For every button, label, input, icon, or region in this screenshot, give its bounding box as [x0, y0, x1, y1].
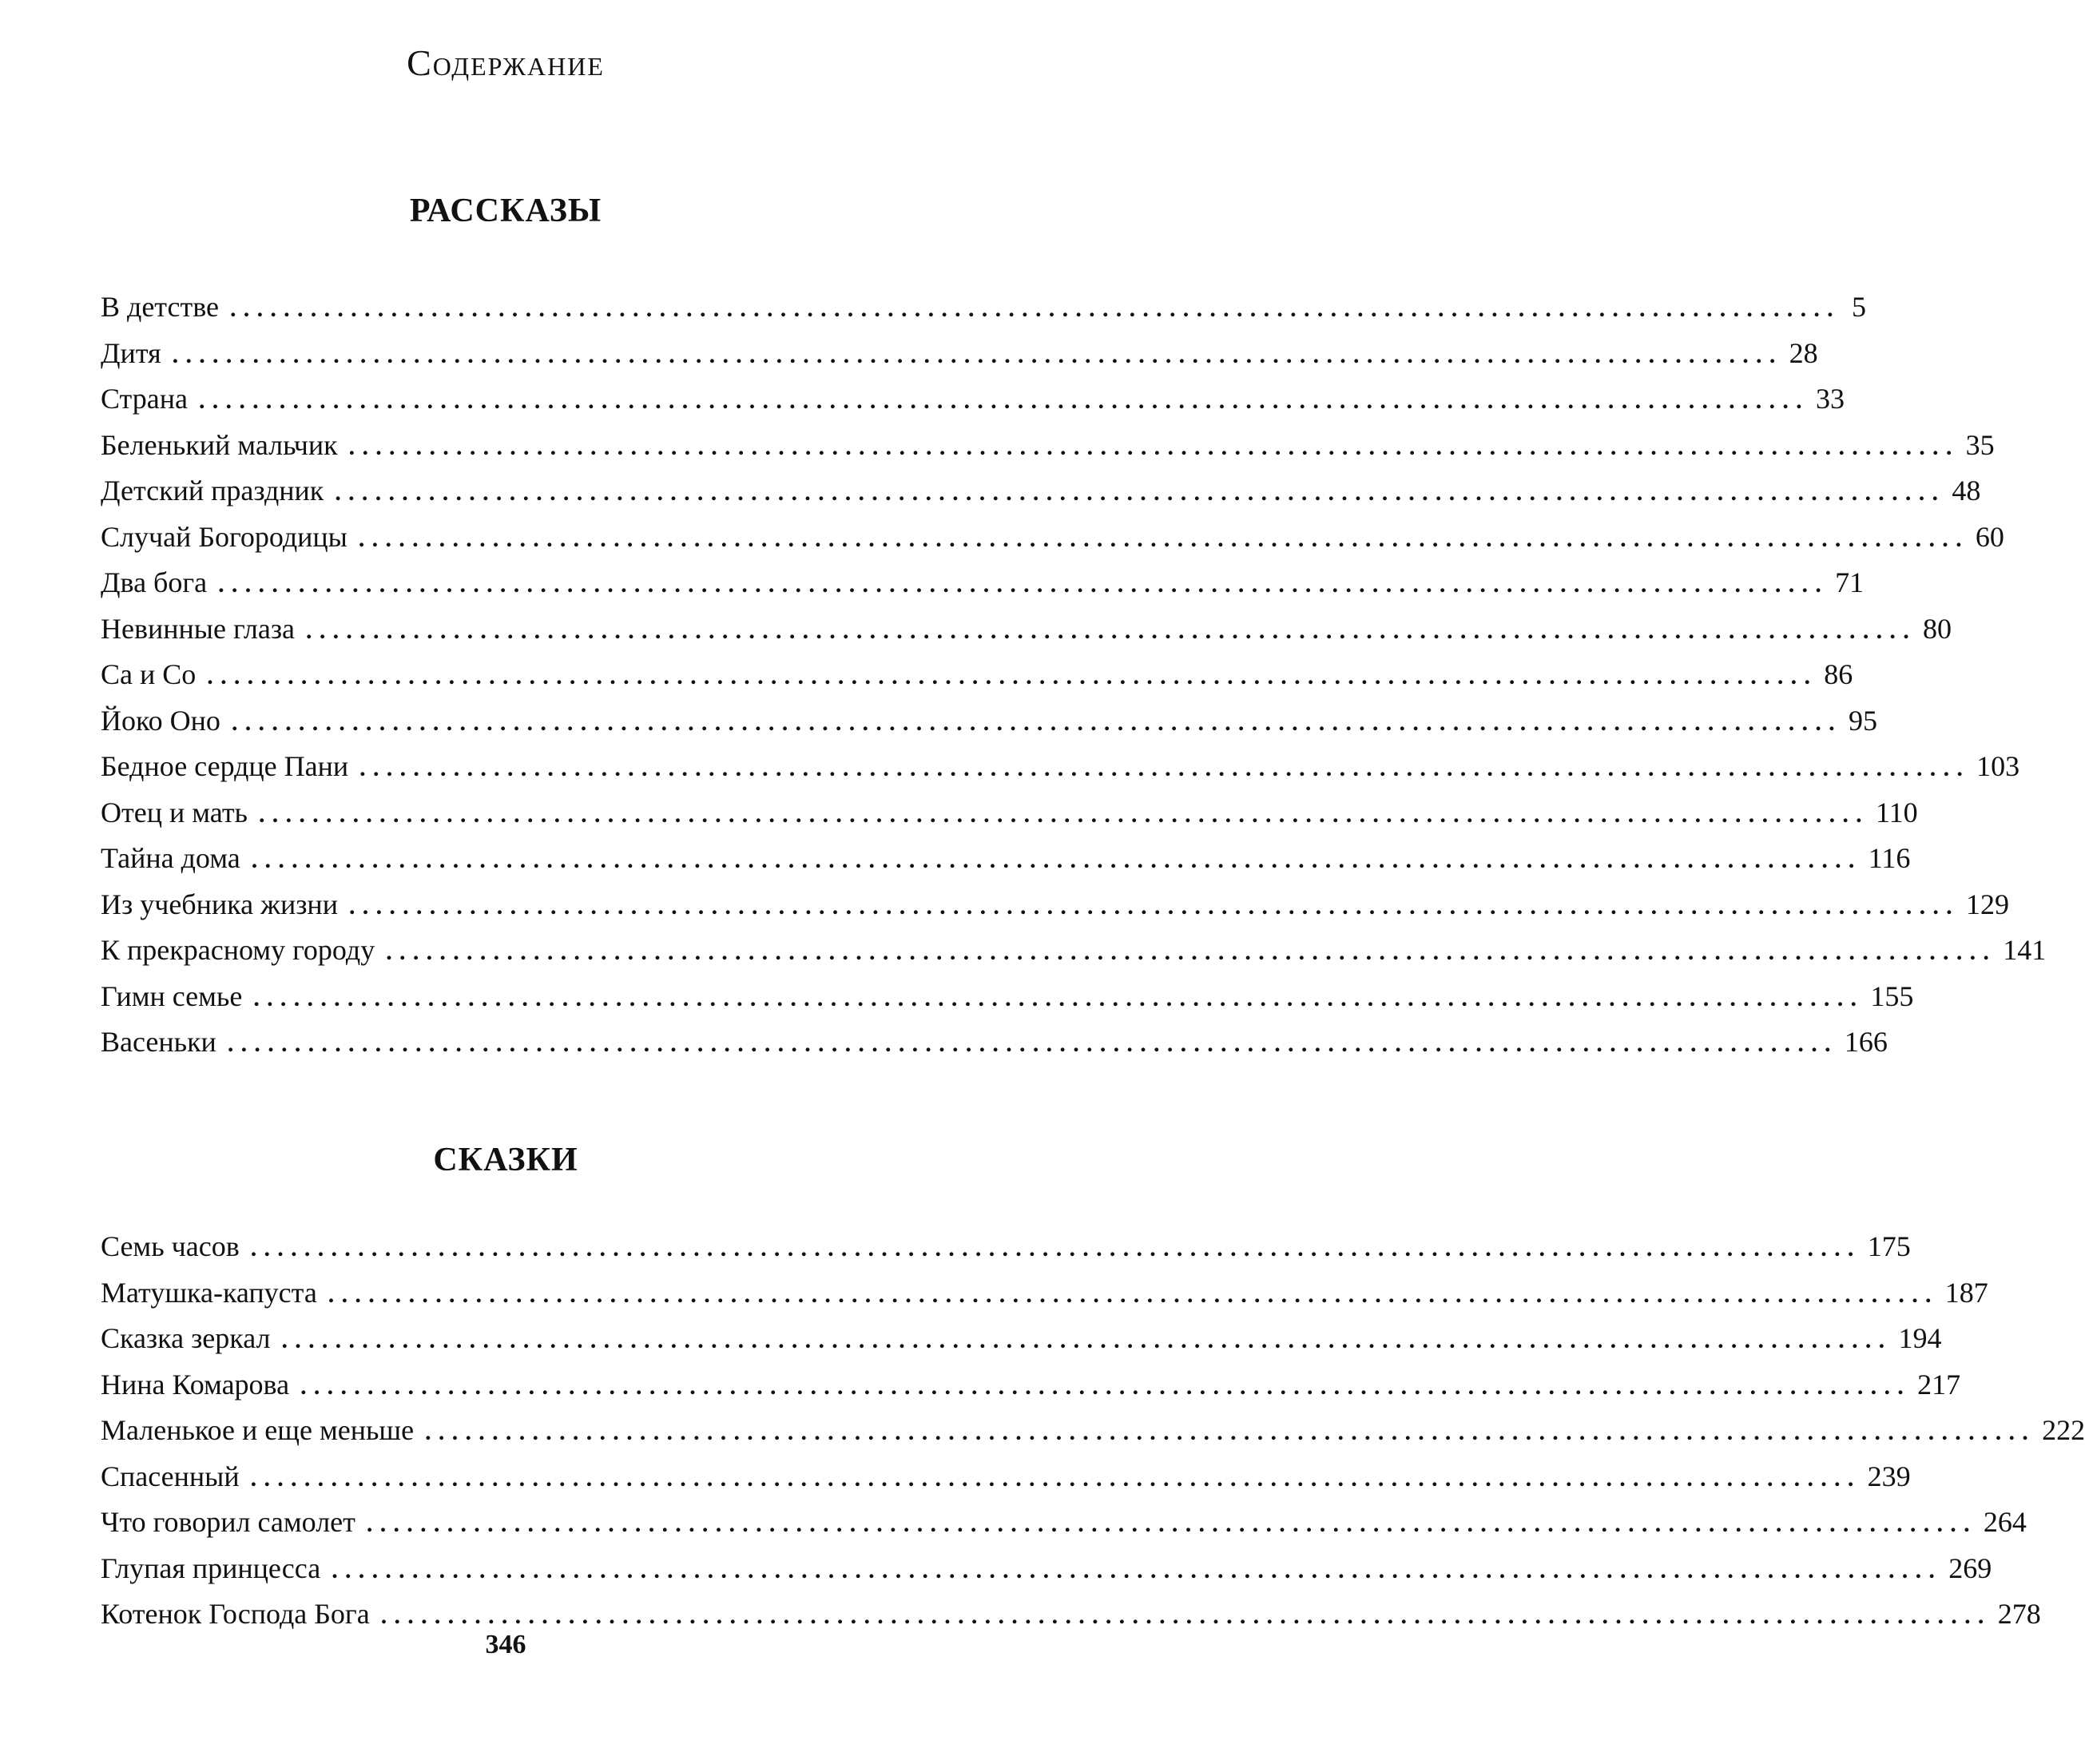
toc-entry [101, 744, 2020, 790]
toc-entry-title: Сказка зеркал [101, 1322, 271, 1354]
dot-leader: ........................................................................................................................ [253, 984, 1865, 1011]
dot-leader: ........................................................................................................................ [332, 1556, 1943, 1583]
toc-entry-title: Са и Со [101, 658, 197, 690]
toc-entry [101, 652, 1853, 698]
toc-entry-title: Дитя [101, 336, 161, 369]
toc-entry [101, 1316, 1942, 1362]
toc-entry-page: 155 [1870, 979, 1914, 1012]
dot-leader: ........................................................................................................................ [250, 1464, 1861, 1492]
toc-entry [101, 376, 1845, 423]
toc-entry-title: Детский праздник [101, 475, 324, 507]
toc-entry-page: 48 [1952, 475, 1981, 507]
toc-entry-page: 33 [1815, 383, 1845, 415]
dot-leader: ........................................................................................................................ [335, 479, 1946, 506]
toc-entry [101, 331, 1818, 377]
toc-entry-title: Гимн семье [101, 979, 243, 1012]
toc-entry-page: 129 [1965, 888, 2009, 920]
toc-entry-page: 217 [1917, 1368, 1961, 1400]
dot-leader: ........................................................................................................................ [366, 1511, 1977, 1537]
toc-list-tales [101, 1224, 2085, 1638]
toc-entry-title: Йоко Оно [101, 704, 220, 737]
toc-entry-page: 222 [2042, 1414, 2085, 1446]
toc-entry [101, 1454, 1911, 1500]
toc-entry-page: 35 [1965, 428, 1995, 461]
toc-entry-title: Страна [101, 383, 188, 415]
toc-entry-title: Спасенный [101, 1460, 240, 1492]
toc-entry-title: Из учебника жизни [101, 888, 338, 920]
toc-entry-page: 95 [1848, 704, 1877, 737]
toc-entry-title: Бедное сердце Пани [101, 750, 349, 782]
dot-leader: ........................................................................................................................ [218, 571, 1829, 598]
toc-entry [101, 560, 1865, 606]
toc-entry [101, 1362, 1961, 1408]
toc-entry-page: 80 [1923, 612, 1952, 645]
dot-leader: ........................................................................................................................ [348, 433, 1960, 460]
dot-leader: ........................................................................................................................ [386, 939, 1997, 965]
toc-entry [101, 468, 1981, 514]
dot-leader: ........................................................................................................................ [348, 892, 1960, 920]
toc-entry-page: 278 [1997, 1598, 2041, 1630]
toc-entry-page: 264 [1983, 1506, 2027, 1538]
dot-leader: ........................................................................................................................ [258, 801, 1869, 828]
section-title-stories: РАССКАЗЫ [409, 193, 602, 229]
dot-leader: ........................................................................................................................ [198, 387, 1809, 414]
toc-entry [101, 882, 2009, 928]
toc-entry [101, 698, 1877, 745]
dot-leader: ........................................................................................................................ [207, 663, 1818, 689]
section-title-tales: СКАЗКИ [433, 1142, 578, 1178]
toc-entry-title: К прекрасному городу [101, 934, 375, 966]
toc-entry-page: 239 [1867, 1460, 1911, 1492]
toc-entry-title: Беленький мальчик [101, 428, 338, 461]
dot-leader: ........................................................................................................................ [281, 1327, 1892, 1353]
toc-entry-title: Отец и мать [101, 796, 248, 828]
toc-entry-page: 60 [1975, 520, 2004, 553]
toc-entry [101, 1546, 1992, 1592]
dot-leader: ........................................................................................................................ [306, 617, 1917, 644]
toc-entry-page: 5 [1851, 291, 1866, 323]
toc-entry-title: Глупая принцесса [101, 1551, 321, 1584]
toc-entry-page: 110 [1875, 796, 1918, 828]
toc-entry [101, 1019, 1888, 1066]
toc-entry-title: Случай Богородицы [101, 520, 348, 553]
toc-entry-title: Васеньки [101, 1026, 216, 1058]
dot-leader: ........................................................................................................................ [172, 341, 1783, 368]
toc-entry-title: Что говорил самолет [101, 1506, 355, 1538]
dot-leader: ........................................................................................................................ [227, 1031, 1838, 1057]
toc-entry [101, 974, 1914, 1020]
toc-entry-page: 269 [1948, 1551, 1992, 1584]
toc-entry-page: 141 [2003, 934, 2047, 966]
page-title: Содержание [407, 42, 605, 83]
toc-entry-page: 166 [1844, 1026, 1888, 1058]
page-number: 346 [485, 1630, 526, 1659]
dot-leader: ........................................................................................................................ [231, 709, 1842, 736]
toc-entry [101, 928, 2047, 974]
toc-entry-page: 71 [1835, 566, 1865, 598]
toc-entry-title: Тайна дома [101, 842, 240, 874]
toc-entry-page: 194 [1898, 1322, 1942, 1354]
dot-leader: ........................................................................................................................ [359, 755, 1971, 781]
toc-entry [101, 284, 1866, 331]
dot-leader: ........................................................................................................................ [380, 1603, 1992, 1629]
toc-entry [101, 1408, 2085, 1454]
toc-entry-page: 86 [1824, 658, 1853, 690]
toc-entry [101, 836, 1911, 882]
toc-entry-title: Матушка-капуста [101, 1276, 317, 1309]
toc-entry [101, 606, 1952, 653]
toc-entry [101, 1224, 1911, 1270]
toc-entry-page: 187 [1944, 1276, 1988, 1309]
toc-entry [101, 790, 1918, 836]
toc-entry-title: Два бога [101, 566, 208, 598]
toc-entry-page: 175 [1867, 1230, 1911, 1262]
toc-entry [101, 423, 1995, 469]
dot-leader: ........................................................................................................................ [425, 1419, 2036, 1445]
toc-list-stories [101, 284, 2047, 1066]
toc-entry [101, 1270, 1988, 1317]
dot-leader: ........................................................................................................................ [250, 1235, 1861, 1261]
toc-entry-title: Маленькое и еще меньше [101, 1414, 415, 1446]
toc-entry-title: Котенок Господа Бога [101, 1598, 370, 1630]
toc-entry [101, 514, 2004, 561]
toc-entry-page: 28 [1789, 336, 1818, 369]
toc-entry-title: В детстве [101, 291, 219, 323]
dot-leader: ........................................................................................................................ [229, 296, 1841, 322]
toc-entry-title: Невинные глаза [101, 612, 296, 645]
toc-entry-title: Семь часов [101, 1230, 240, 1262]
toc-entry-page: 103 [1976, 750, 2020, 782]
dot-leader: ........................................................................................................................ [328, 1281, 1939, 1308]
dot-leader: ........................................................................................................................ [300, 1373, 1912, 1400]
dot-leader: ........................................................................................................................ [251, 847, 1862, 873]
toc-entry-page: 116 [1868, 842, 1911, 874]
dot-leader: ........................................................................................................................ [358, 525, 1969, 552]
toc-entry [101, 1500, 2027, 1546]
toc-entry-title: Нина Комарова [101, 1368, 290, 1400]
